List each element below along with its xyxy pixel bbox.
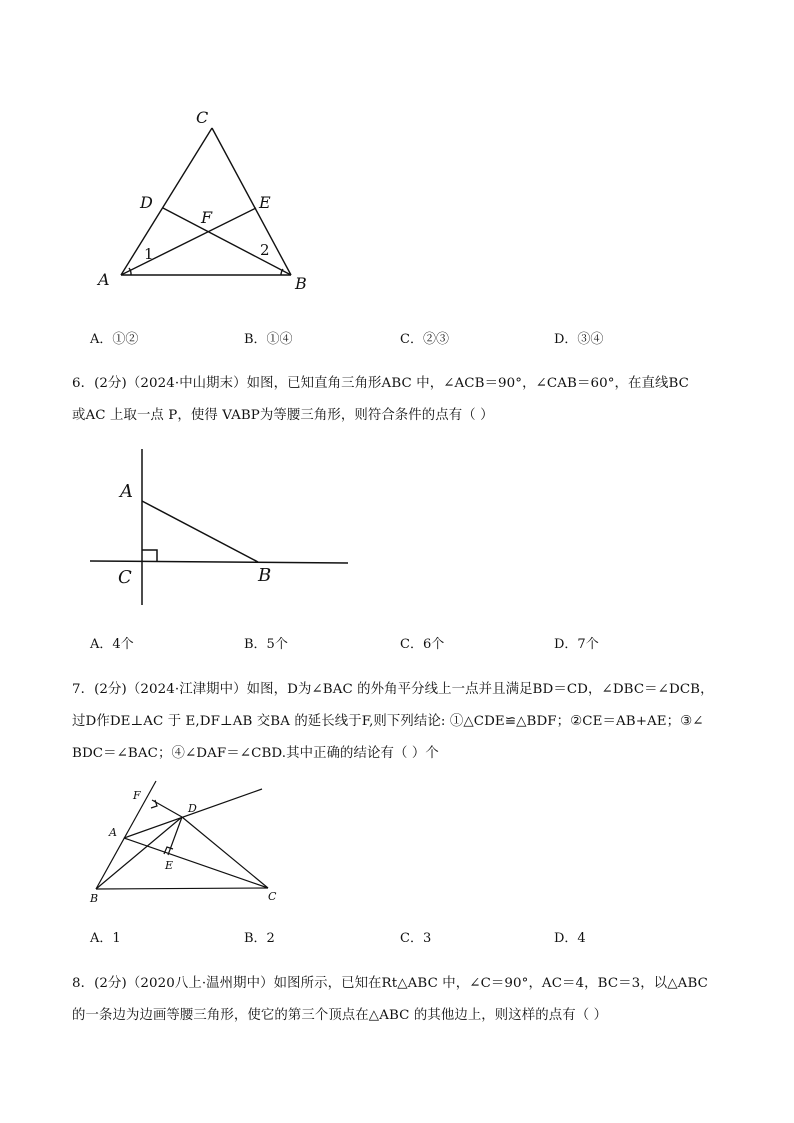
q5-choice-c[interactable]: C．②③ [400,332,449,347]
angle-2-label: 2 [260,241,270,259]
label-f: F [201,208,213,227]
q7-choice-d[interactable]: D．4 [554,931,586,946]
q8-stem-line2: 的一条边为边画等腰三角形，使它的第三个顶点在△ABC 的其他边上，则这样的点有（ ） [72,1008,608,1023]
q7-stem-line3: BDC＝∠BAC；④∠DAF＝∠CBD.其中正确的结论有（ ）个 [72,746,439,761]
q6-choice-d[interactable]: D．7个 [554,637,599,652]
q6-stem-line1: 6．(2分)（2024·中山期末）如图，已知直角三角形ABC 中，∠ACB＝90°，∠CAB＝60°，在直线BC [72,376,689,391]
angle-1-label: 1 [144,245,154,263]
label-e: E [259,193,271,212]
label-b: B [295,274,307,293]
q7-stem-line1: 7．(2分)（2024·江津期中）如图，D为∠BAC 的外角平分线上一点并且满足BD＝CD，∠DBC＝∠DCB， [72,682,714,697]
label-e: E [165,859,174,872]
q5-choice-d[interactable]: D．③④ [554,332,604,347]
q6-choice-b[interactable]: B．5个 [244,637,288,652]
label-b: B [258,565,272,586]
q7-stem-line2: 过D作DE⊥AC 于 E,DF⊥AB 交BA 的延长线于F,则下列结论: ①△CDE≌△BDF；②CE＝AB+AE；③∠ [72,714,704,729]
q8-stem-line1: 8．(2分)（2020八上·温州期中）如图所示，已知在Rt△ABC 中，∠C＝90°，AC＝4，BC＝3，以△ABC [72,976,708,991]
q5-choice-b[interactable]: B．①④ [244,332,293,347]
q6-stem-line2: 或AC 上取一点 P，使得 VABP为等腰三角形，则符合条件的点有（ ） [72,408,494,423]
label-d: D [140,193,153,212]
label-c: C [268,890,277,903]
figure-right-triangle [0,440,794,620]
q7-choice-a[interactable]: A．1 [90,931,121,946]
label-a: A [109,826,117,839]
label-b: B [90,892,99,905]
q6-choice-c[interactable]: C．6个 [400,637,445,652]
label-c: C [196,108,209,127]
q6-choice-a[interactable]: A．4个 [90,637,134,652]
label-a: A [120,481,133,502]
figure-angle-bisector [0,770,794,910]
label-d: D [188,802,197,815]
q5-choice-a[interactable]: A．①② [90,332,139,347]
label-a: A [98,270,110,289]
label-f: F [133,789,141,802]
label-c: C [118,567,132,588]
figure-triangle-def [0,0,794,320]
q7-choice-c[interactable]: C．3 [400,931,432,946]
q7-choice-b[interactable]: B．2 [244,931,275,946]
